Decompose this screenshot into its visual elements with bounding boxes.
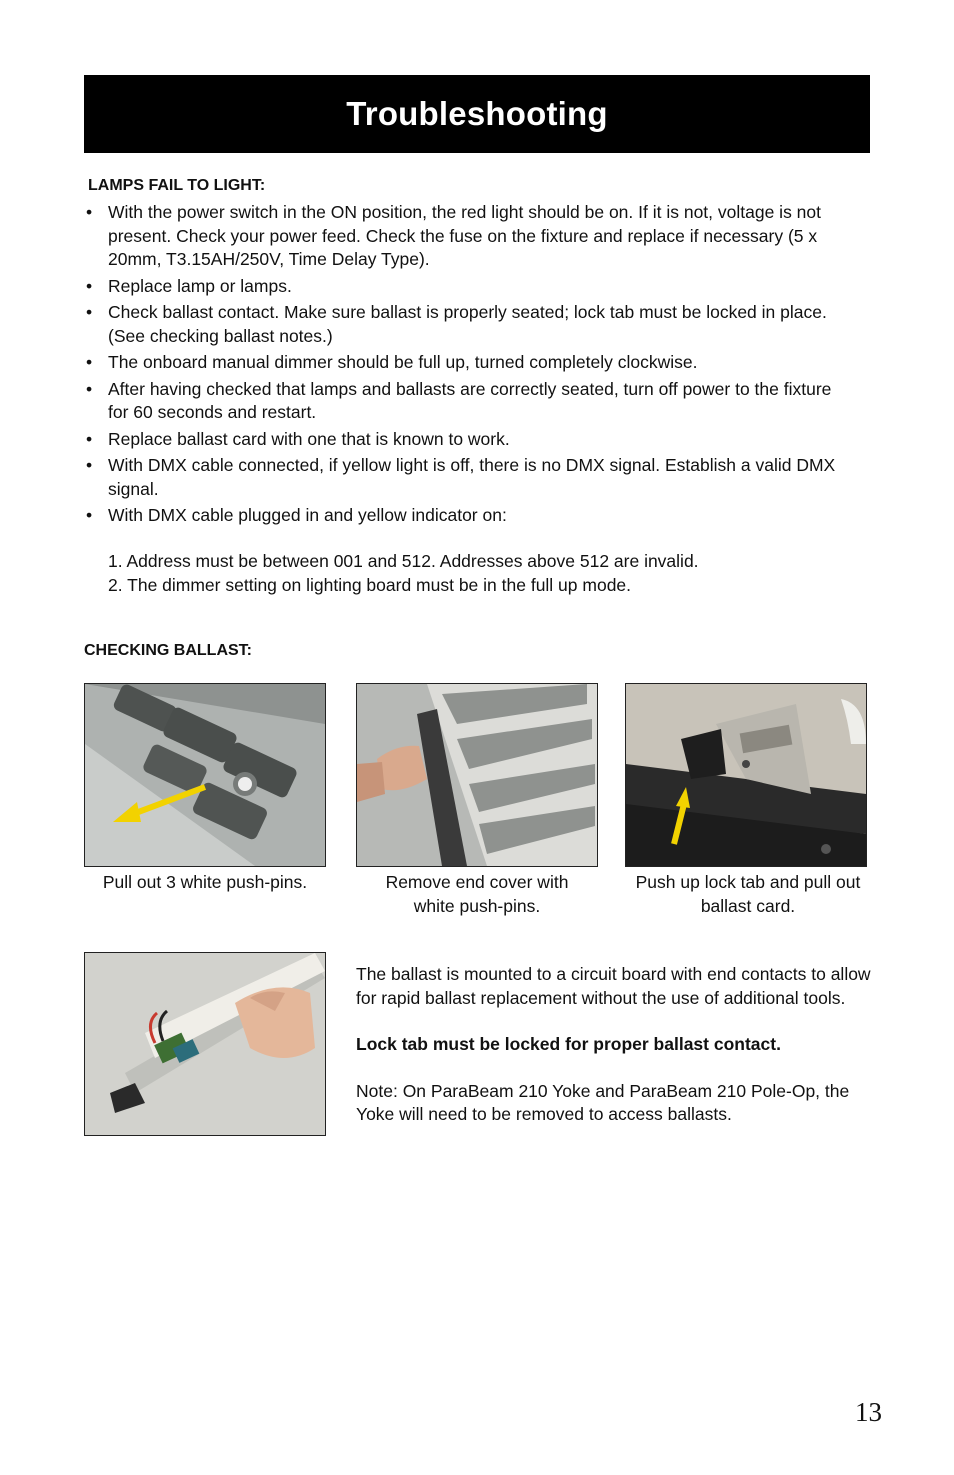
push-pins-photo [84,683,326,867]
ballast-card-photo [84,952,326,1136]
caption-push-pins: Pull out 3 white push-pins. [102,872,308,892]
ballast-heading: CHECKING BALLAST: [84,642,252,659]
page-title: Troubleshooting [346,95,608,132]
yoke-note: Note: On ParaBeam 210 Yoke and ParaBeam 210 Pole-Op, the Yoke will need to be removed to access ballasts. [356,1080,850,1124]
list-item: • Replace lamp or lamps. [86,275,846,299]
list-item: • With DMX cable connected, if yellow light is off, there is no DMX signal. Establish a valid DMX signal. [86,454,846,501]
dmx-checklist [108,550,699,597]
lock-tab-photo [625,683,867,867]
end-cover-photo [356,683,598,867]
caption-end-cover: Remove end cover with white push-pins. [385,872,569,916]
end-cover-illustration [357,684,597,866]
page-title-banner [84,75,870,153]
lamps-heading: LAMPS FAIL TO LIGHT: [88,177,266,194]
list-item: • After having checked that lamps and ballasts are correctly seated, turn off power to the fixture for 60 seconds and restart. [86,378,846,425]
lock-tab-warning: Lock tab must be locked for proper ballast contact. [356,1034,781,1054]
ballast-card-illustration [85,953,325,1135]
page-number: 13 [855,1397,882,1427]
lamps-bullet-list [86,201,846,531]
ballast-description: The ballast is mounted to a circuit board with end contacts to allow for rapid ballast replacement without the use of additional tools. [356,964,871,1008]
list-item: • Check ballast contact. Make sure ballast is properly seated; lock tab must be locked in place. (See checking ballast notes.) [86,301,846,348]
list-item: 2. The dimmer setting on lighting board must be in the full up mode. [108,574,632,595]
ballast-description-block [356,963,876,1150]
list-item: • The onboard manual dimmer should be full up, turned completely clockwise. [86,351,846,375]
list-item: • Replace ballast card with one that is known to work. [86,428,846,452]
list-item: • With DMX cable plugged in and yellow indicator on: [86,504,846,528]
caption-lock-tab: Push up lock tab and pull out ballast card. [635,872,861,916]
lock-tab-illustration [626,684,866,866]
push-pins-illustration [85,684,325,866]
list-item: • With the power switch in the ON position, the red light should be on. If it is not, voltage is not present. Check your power feed. Check the fuse on the fixture and replace if necessary (5 x 20mm, T3.15AH/250V, Time Delay Type). [86,201,846,272]
list-item: 1. Address must be between 001 and 512. Addresses above 512 are invalid. [108,551,699,571]
